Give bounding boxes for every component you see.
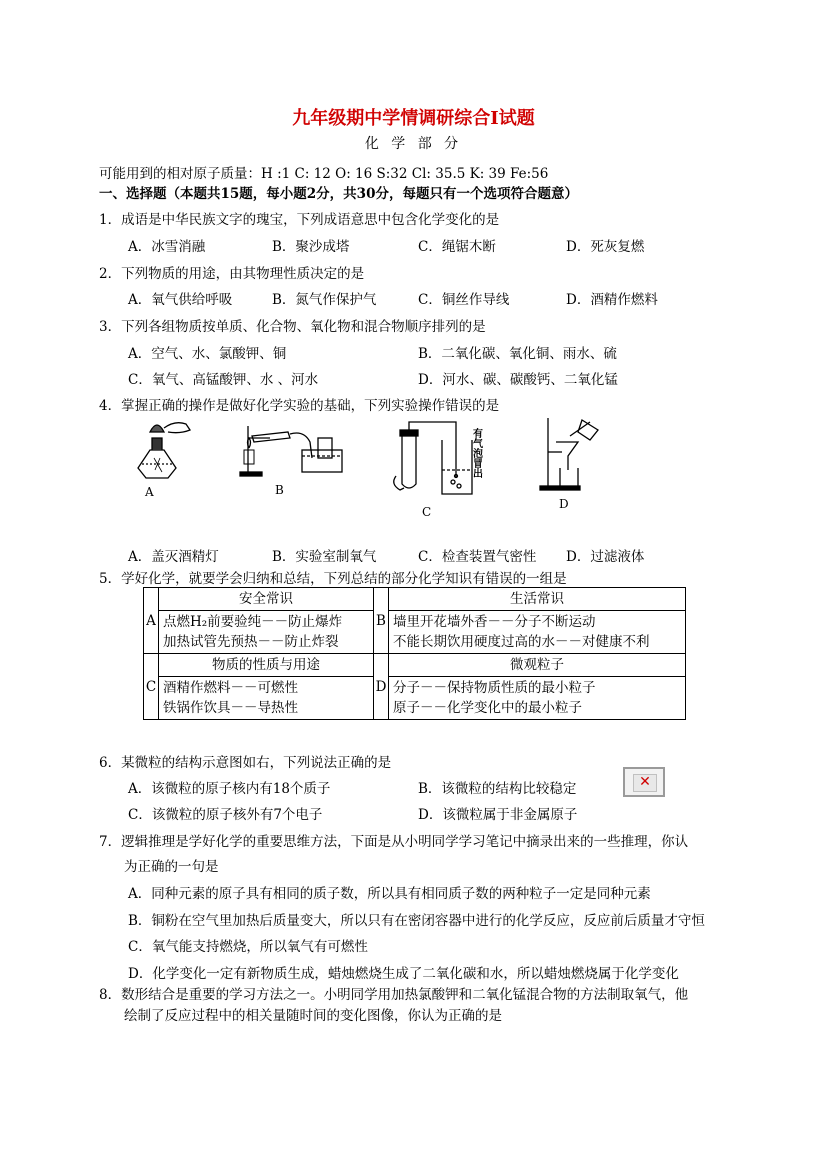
q6-option-c: C．该微粒的原子核外有7个电子 xyxy=(128,807,323,823)
q7-option-d: D．化学变化一定有新物质生成，蜡烛燃烧生成了二氧化碳和水，所以蜡烛燃烧属于化学变化 xyxy=(128,966,679,982)
table-label-c: C xyxy=(144,654,159,720)
table-c-line1: 酒精作燃料－－可燃性 xyxy=(163,680,298,696)
q6-option-a: A．该微粒的原子核内有18个质子 xyxy=(128,781,331,797)
svg-text:有气泡冒出: 有气泡冒出 xyxy=(470,428,482,478)
q7-stem-line2: 为正确的一句是 xyxy=(124,859,219,875)
q3-option-b: B．二氧化碳、氧化铜、雨水、硫 xyxy=(418,346,617,362)
table-label-a: A xyxy=(144,588,159,654)
q1-option-a: A．冰雪消融 xyxy=(128,239,206,255)
table-head-safety: 安全常识 xyxy=(159,588,374,611)
table-b-line1: 墙里开花墙外香－－分子不断运动 xyxy=(393,614,596,630)
table-cell-d xyxy=(389,677,686,720)
figure-d-filtration xyxy=(540,418,598,490)
q4-option-c: C．检查装置气密性 xyxy=(418,549,537,565)
figure-a-alcohol-lamp xyxy=(138,423,190,478)
q2-option-c: C．铜丝作导线 xyxy=(418,292,510,308)
q4-stem: 4．掌握正确的操作是做好化学实验的基础，下列实验操作错误的是 xyxy=(99,398,500,414)
q2-option-d: D．酒精作燃料 xyxy=(566,292,658,308)
atomic-mass-line: 可能用到的相对原子质量：H :1 C: 12 O: 16 S:32 Cl: 35.5 K: 39 Fe:56 xyxy=(99,166,549,182)
q3-option-d: D．河水、碳、碳酸钙、二氧化锰 xyxy=(418,372,618,388)
q4-apparatus-figure xyxy=(120,412,610,524)
q7-stem-line1: 7．逻辑推理是学好化学的重要思维方法，下面是从小明同学学习笔记中摘录出来的一些推理，你认 xyxy=(99,834,689,850)
figure-b-oxygen-setup xyxy=(240,426,342,476)
q1-stem: 1．成语是中华民族文字的瑰宝，下列成语意思中包含化学变化的是 xyxy=(99,212,500,228)
table-a-line2: 加热试管先预热－－防止炸裂 xyxy=(163,634,339,650)
table-cell-b xyxy=(389,611,686,654)
table-b-line2: 不能长期饮用硬度过高的水－－对健康不利 xyxy=(393,634,650,650)
q1-option-b: B．聚沙成塔 xyxy=(272,239,350,255)
q8-stem-line2: 绘制了反应过程中的相关量随时间的变化图像，你认为正确的是 xyxy=(124,1008,502,1024)
q1-option-d: D．死灰复燃 xyxy=(566,239,645,255)
table-a-line1: 点燃H₂前要验纯－－防止爆炸 xyxy=(163,614,343,630)
table-head-properties: 物质的性质与用途 xyxy=(159,654,374,677)
table-d-line1: 分子－－保持物质性质的最小粒子 xyxy=(393,680,596,696)
q2-stem: 2．下列物质的用途，由其物理性质决定的是 xyxy=(99,266,365,282)
q6-stem: 6．某微粒的结构示意图如右，下列说法正确的是 xyxy=(99,755,392,771)
broken-image-placeholder xyxy=(623,767,665,797)
page-subtitle: 化 学 部 分 xyxy=(364,136,463,152)
table-label-b: B xyxy=(374,588,389,654)
page-title: 九年级期中学情调研综合Ⅰ试题 xyxy=(292,108,535,129)
figure-label-c: C xyxy=(422,505,432,519)
table-cell-c xyxy=(159,677,374,720)
figure-c-airtight-check xyxy=(394,422,472,494)
q6-option-b: B．该微粒的结构比较稳定 xyxy=(418,781,577,797)
table-head-life: 生活常识 xyxy=(389,588,686,611)
table-label-d: D xyxy=(374,654,389,720)
q3-option-c: C．氧气、高锰酸钾、水 、河水 xyxy=(128,372,319,388)
broken-image-icon: ✕ xyxy=(633,774,657,792)
figure-label-d: D xyxy=(559,497,569,511)
q2-option-a: A．氧气供给呼吸 xyxy=(128,292,233,308)
knowledge-table xyxy=(143,587,686,720)
figure-c-note xyxy=(471,427,483,479)
q5-stem: 5．学好化学，就要学会归纳和总结，下列总结的部分化学知识有错误的一组是 xyxy=(99,571,567,587)
table-head-particles: 微观粒子 xyxy=(389,654,686,677)
q7-option-a: A．同种元素的原子具有相同的质子数，所以具有相同质子数的两种粒子一定是同种元素 xyxy=(128,886,651,902)
section-heading: 一、选择题（本题共15题，每小题2分，共30分，每题只有一个选项符合题意） xyxy=(99,186,578,202)
q3-stem: 3．下列各组物质按单质、化合物、氧化物和混合物顺序排列的是 xyxy=(99,319,486,335)
q2-option-b: B．氮气作保护气 xyxy=(272,292,377,308)
table-c-line2: 铁锅作饮具－－导热性 xyxy=(163,700,298,716)
q8-stem-line1: 8．数形结合是重要的学习方法之一。小明同学用加热氯酸钾和二氧化锰混合物的方法制取氧气，他 xyxy=(99,987,689,1003)
figure-label-a: A xyxy=(145,485,154,499)
figure-label-b: B xyxy=(275,483,284,497)
q3-option-a: A．空气、水、氯酸钾、铜 xyxy=(128,346,287,362)
q1-option-c: C．绳锯木断 xyxy=(418,239,496,255)
q7-option-b: B．铜粉在空气里加热后质量变大，所以只有在密闭容器中进行的化学反应，反应前后质量才守恒 xyxy=(128,913,705,929)
q7-option-c: C．氧气能支持燃烧，所以氧气有可燃性 xyxy=(128,939,368,955)
q4-option-a: A．盖灭酒精灯 xyxy=(128,549,219,565)
q4-option-d: D．过滤液体 xyxy=(566,549,645,565)
table-d-line2: 原子－－化学变化中的最小粒子 xyxy=(393,700,582,716)
table-cell-a xyxy=(159,611,374,654)
q4-option-b: B．实验室制氧气 xyxy=(272,549,377,565)
q6-option-d: D．该微粒属于非金属原子 xyxy=(418,807,578,823)
